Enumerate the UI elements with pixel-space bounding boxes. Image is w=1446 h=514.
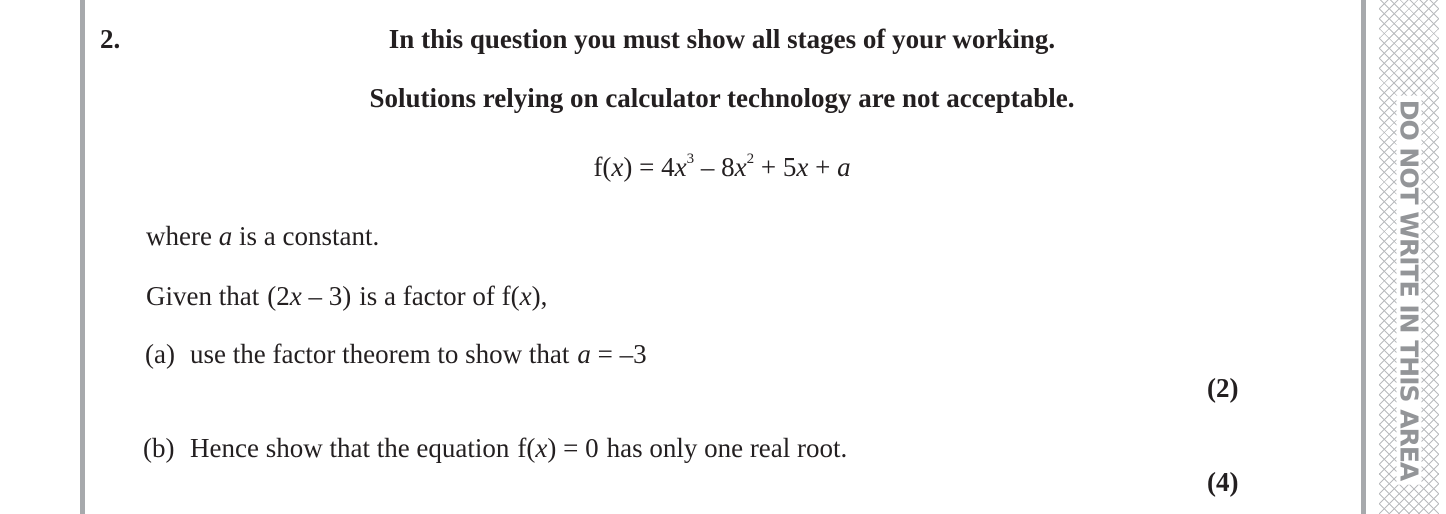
given-factor-line (146, 283, 547, 310)
formula-term2-exp: 2 (746, 151, 755, 167)
formula-term2-coef: – 8 (694, 152, 735, 182)
formula-term4-op: + (808, 152, 838, 182)
part-b-text (190, 435, 847, 462)
given-factor-open: (2 (267, 281, 290, 311)
formula-term2-var: x (734, 152, 747, 182)
formula-term3-coef: + 5 (754, 152, 797, 182)
instruction-working: In this question you must show all stages of your working. (388, 24, 1056, 54)
part-b-instruction: Hence show that the equation (190, 433, 510, 463)
part-b-eq-rest: ) = 0 (547, 433, 599, 463)
part-b-eq-var: x (535, 433, 548, 463)
instruction-calculator: Solutions relying on calculator technology are not acceptable. (369, 83, 1075, 113)
given-mid: is a factor of f( (359, 281, 520, 311)
part-b-marks: (4) (1207, 467, 1239, 497)
question-number: 2. (100, 24, 121, 54)
left-margin-rule (80, 0, 85, 514)
part-b-label: (b) (143, 433, 175, 463)
given-factor-close: – 3) (301, 281, 352, 311)
given-factor-var: x (289, 281, 302, 311)
given-post: ), (531, 281, 548, 311)
given-mid-var: x (519, 281, 532, 311)
formula-lhs-func: f( (593, 152, 612, 182)
formula-lhs-close: ) (623, 152, 633, 182)
where-post: is a constant. (232, 221, 380, 251)
formula-term1-exp: 3 (686, 151, 695, 167)
where-pre: where (146, 221, 219, 251)
function-definition (593, 151, 851, 182)
formula-term1-coef: = 4 (632, 152, 675, 182)
part-a-eq-var: a (577, 339, 591, 369)
part-b-instruction-end: has only one real root. (606, 433, 848, 463)
where-var: a (218, 221, 233, 251)
where-constant-line (146, 223, 379, 250)
right-margin-rule (1361, 0, 1366, 514)
part-a-label: (a) (145, 339, 175, 369)
margin-warning-text: DO NOT WRITE IN THIS AREA (1397, 96, 1422, 485)
given-pre: Given that (146, 281, 260, 311)
part-a-instruction: use the factor theorem to show that (190, 339, 570, 369)
part-a-text (190, 341, 647, 368)
part-a-eq-rest: = –3 (590, 339, 647, 369)
formula-term4-var: a (837, 152, 851, 182)
part-a-marks: (2) (1207, 373, 1239, 403)
formula-lhs-var: x (611, 152, 624, 182)
formula-term3-var: x (796, 152, 809, 182)
formula-term1-var: x (674, 152, 687, 182)
part-b-eq-func: f( (517, 433, 536, 463)
